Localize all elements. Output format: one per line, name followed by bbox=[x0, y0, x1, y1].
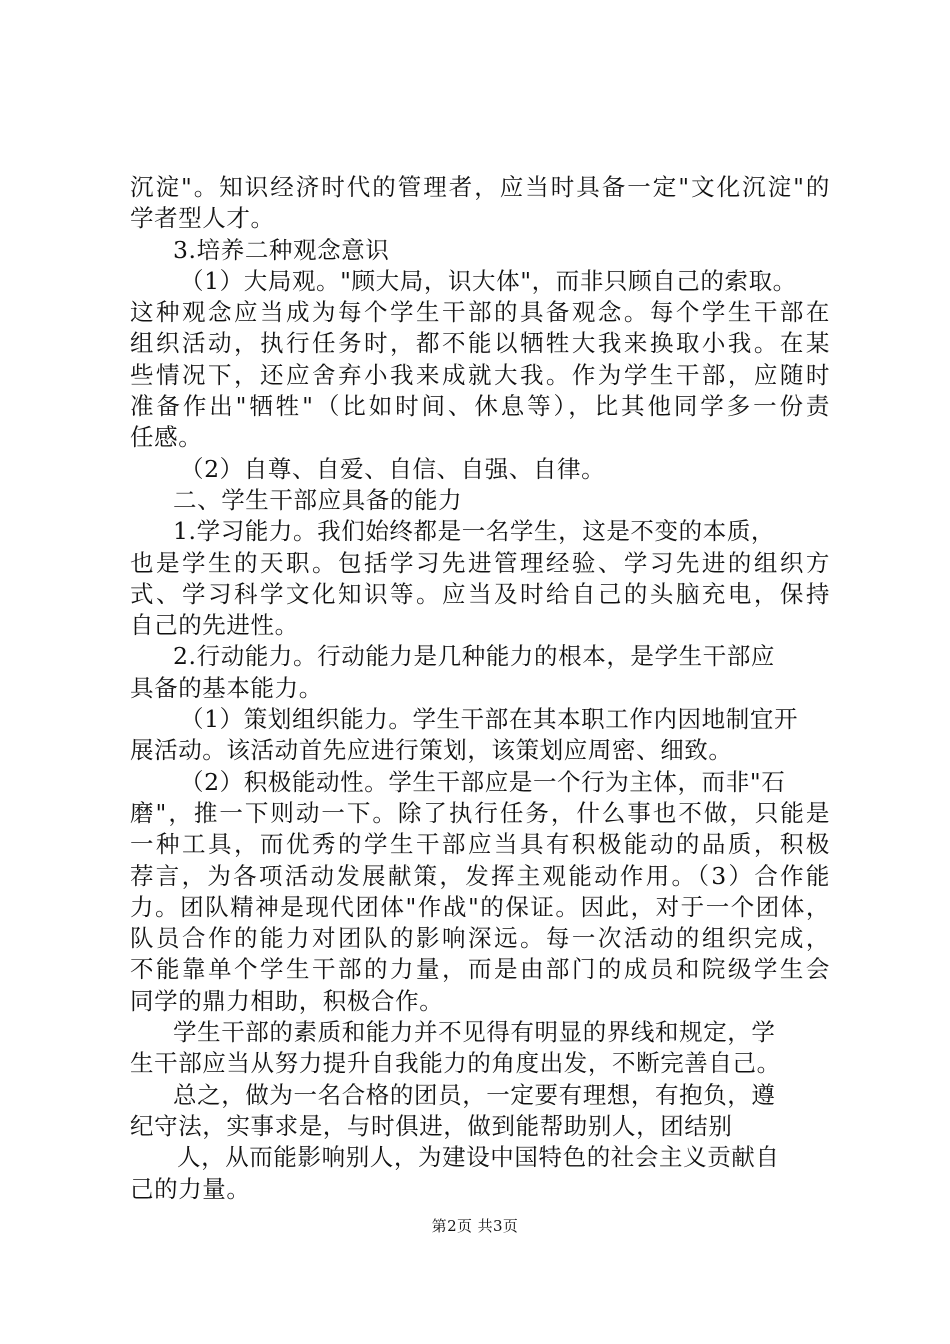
document-body bbox=[130, 172, 830, 1205]
text-line: 些情况下，还应舍弃小我来成就大我。作为学生干部，应随时 bbox=[130, 360, 830, 389]
text-line: 荐言，为各项活动发展献策，发挥主观能动作用。（3）合作能 bbox=[130, 861, 830, 890]
text-line: 学生干部的素质和能力并不见得有明显的界线和规定，学 bbox=[173, 1018, 776, 1047]
text-line: （2）积极能动性。学生干部应是一个行为主体，而非"石 bbox=[180, 767, 786, 796]
text-line: 任感。 bbox=[130, 423, 203, 452]
text-line: 己的力量。 bbox=[130, 1174, 251, 1203]
text-line: 自己的先进性。 bbox=[130, 611, 299, 640]
text-line: （1）大局观。"顾大局，识大体"，而非只顾自己的索取。 bbox=[180, 266, 797, 295]
text-line: 人，从而能影响别人，为建设中国特色的社会主义贡献自 bbox=[177, 1143, 780, 1172]
text-line: 队员合作的能力对团队的影响深远。每一次活动的组织完成， bbox=[130, 924, 830, 953]
text-line: 这种观念应当成为每个学生干部的具备观念。每个学生干部在 bbox=[130, 298, 830, 327]
text-line: 1.学习能力。我们始终都是一名学生，这是不变的本质， bbox=[173, 517, 776, 546]
section-heading: 二、学生干部应具备的能力 bbox=[173, 485, 463, 514]
section-heading: 3.培养二种观念意识 bbox=[173, 235, 390, 264]
text-line: 式、学习科学文化知识等。应当及时给自己的头脑充电，保持 bbox=[130, 579, 830, 608]
text-line: 同学的鼎力相助，积极合作。 bbox=[130, 986, 444, 1015]
text-line: 生干部应当从努力提升自我能力的角度出发，不断完善自己。 bbox=[130, 1049, 781, 1078]
text-line: 2.行动能力。行动能力是几种能力的根本，是学生干部应 bbox=[173, 642, 776, 671]
text-line: 力。团队精神是现代团体"作战"的保证。因此，对于一个团体， bbox=[130, 892, 830, 921]
text-line: 总之，做为一名合格的团员，一定要有理想，有抱负，遵 bbox=[173, 1080, 776, 1109]
text-line: 磨"，推一下则动一下。除了执行任务，什么事也不做，只能是 bbox=[130, 798, 830, 827]
text-line: 不能靠单个学生干部的力量，而是由部门的成员和院级学生会 bbox=[130, 955, 830, 984]
text-line: 学者型人才。 bbox=[130, 204, 275, 233]
text-line: 准备作出"牺牲"（比如时间、休息等），比其他同学多一份责 bbox=[130, 392, 830, 421]
text-line: 展活动。该活动首先应进行策划，该策划应周密、细致。 bbox=[130, 736, 733, 765]
text-line: 具备的基本能力。 bbox=[130, 673, 323, 702]
text-line: （1）策划组织能力。学生干部在其本职工作内因地制宜开 bbox=[180, 705, 799, 734]
text-line: （2）自尊、自爱、自信、自强、自律。 bbox=[180, 454, 606, 483]
text-line: 沉淀"。知识经济时代的管理者，应当时具备一定"文化沉淀"的 bbox=[130, 173, 830, 201]
page-number-footer: 第2页 共3页 bbox=[431, 1217, 519, 1235]
text-line: 纪守法，实事求是，与时俱进，做到能帮助别人，团结别 bbox=[130, 1111, 733, 1140]
text-line: 一种工具，而优秀的学生干部应当具有积极能动的品质，积极 bbox=[130, 830, 830, 859]
text-line: 组织活动，执行任务时，都不能以牺牲大我来换取小我。在某 bbox=[130, 329, 830, 358]
text-line: 也是学生的天职。包括学习先进管理经验、学习先进的组织方 bbox=[130, 548, 830, 577]
